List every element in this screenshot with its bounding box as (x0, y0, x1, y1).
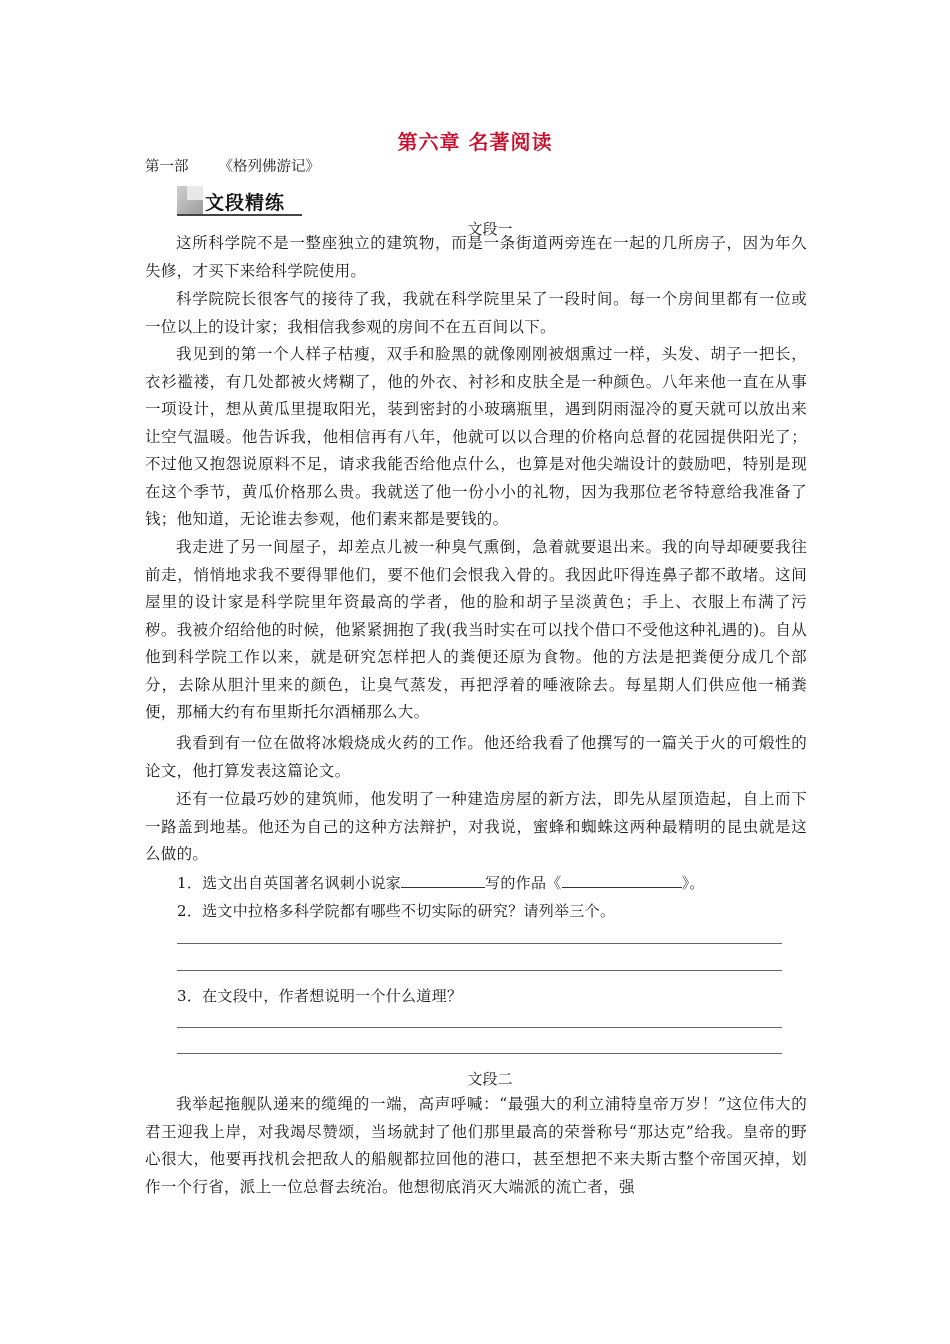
section-badge-label: 文段精练 (205, 192, 286, 214)
passage2-heading: 文段二 (467, 1070, 513, 1088)
question-2 (177, 900, 615, 921)
badge-shade-light (187, 186, 203, 200)
part-line (145, 155, 320, 176)
question-text: 选文中拉格多科学院都有哪些不切实际的研究？请列举三个。 (202, 902, 616, 920)
badge-underline (177, 214, 302, 216)
answer-blank-title[interactable] (562, 873, 682, 888)
answer-line[interactable] (177, 1027, 782, 1028)
part-label: 第一部 (145, 159, 189, 175)
question-text: 选文出自英国著名讽刺小说家 (202, 874, 402, 892)
section-badge (177, 186, 302, 216)
answer-line[interactable] (177, 970, 782, 971)
question-1 (177, 872, 705, 893)
passage2-paragraph: 我举起拖舰队递来的缆绳的一端，高声呼喊：“最强大的利立浦特皇帝万岁！”这位伟大的君王迎我上岸，对我竭尽赞颂，当场就封了他们那里最高的荣誉称号“那达克”给我。皇帝的野心很大，他要再找机会把敌人的船舰都拉回他的港口，甚至想把不来夫斯古整个帝国灭掉，划作一个行省，派上一位总督去统治。他想彻底消灭大端派的流亡者，强 (145, 1095, 807, 1196)
question-number: 1． (177, 874, 203, 892)
answer-line[interactable] (177, 1053, 782, 1054)
answer-line[interactable] (177, 943, 782, 944)
passage1-paragraph: 我走进了另一间屋子，却差点儿被一种臭气熏倒，急着就要退出来。我的向导却硬要我往前走，悄悄地求我不要得罪他们，要不他们会恨我入骨的。我因此吓得连鼻子都不敢堵。这间屋里的设计家是科学院里年资最高的学者，他的脸和胡子呈淡黄色；手上、衣服上布满了污秽。我被介绍给他的时候，他紧紧拥抱了我(我当时实在可以找个借口不受他这种礼遇的)。自从他到科学院工作以来，就是研究怎样把人的粪便还原为食物。他的方法是把粪便分成几个部分，去除从胆汁里来的颜色，让臭气蒸发，再把浮着的唾液除去。每星期人们供应他一桶粪便，那桶大约有布里斯托尔酒桶那么大。 (145, 538, 807, 721)
passage1-paragraph: 我见到的第一个人样子枯瘦，双手和脸黑的就像刚刚被烟熏过一样，头发、胡子一把长，衣衫褴褛，有几处都被火烤糊了，他的外衣、衬衫和皮肤全是一种颜色。八年来他一直在从事一项设计，想从黄瓜里提取阳光，装到密封的小玻璃瓶里，遇到阴雨湿冷的夏天就可以放出来让空气温暖。他告诉我，他相信再有八年，他就可以以合理的价格向总督的花园提供阳光了；不过他又抱怨说原料不足，请求我能否给他点什么，也算是对他尖端设计的鼓励吧，特别是现在这个季节，黄瓜价格那么贵。我就送了他一份小小的礼物，因为我那位老爷特意给我准备了钱；他知道，无论谁去参观，他们素来都是要钱的。 (145, 345, 807, 528)
passage1-paragraph: 这所科学院不是一整座独立的建筑物，而是一条街道两旁连在一起的几所房子，因为年久失修，才买下来给科学院使用。 (145, 234, 807, 280)
passage1-paragraph: 还有一位最巧妙的建筑师，他发明了一种建造房屋的新方法，即先从屋顶造起，自上而下一路盖到地基。他还为自己的这种方法辩护，对我说，蜜蜂和蜘蛛这两种最精明的昆虫就是这么做的。 (145, 790, 807, 863)
question-number: 3． (177, 987, 203, 1005)
question-3 (177, 985, 462, 1006)
passage1-heading: 文段一 (467, 220, 513, 238)
chapter-title: 第六章 名著阅读 (397, 130, 553, 154)
question-text: 在文段中，作者想说明一个什么道理？ (202, 987, 463, 1005)
question-text: 写的作品《 (485, 874, 562, 892)
passage1-paragraph: 我看到有一位在做将冰煅烧成火药的工作。他还给我看了他撰写的一篇关于火的可煅性的论文，他打算发表这篇论文。 (145, 734, 807, 780)
question-number: 2． (177, 902, 203, 920)
question-text: 》。 (681, 874, 705, 892)
answer-blank-author[interactable] (401, 873, 485, 888)
book-title: 《格列佛游记》 (218, 159, 320, 175)
passage1-paragraph: 科学院院长很客气的接待了我，我就在科学院里呆了一段时间。每一个房间里都有一位或一位以上的设计家；我相信我参观的房间不在五百间以下。 (145, 290, 807, 336)
